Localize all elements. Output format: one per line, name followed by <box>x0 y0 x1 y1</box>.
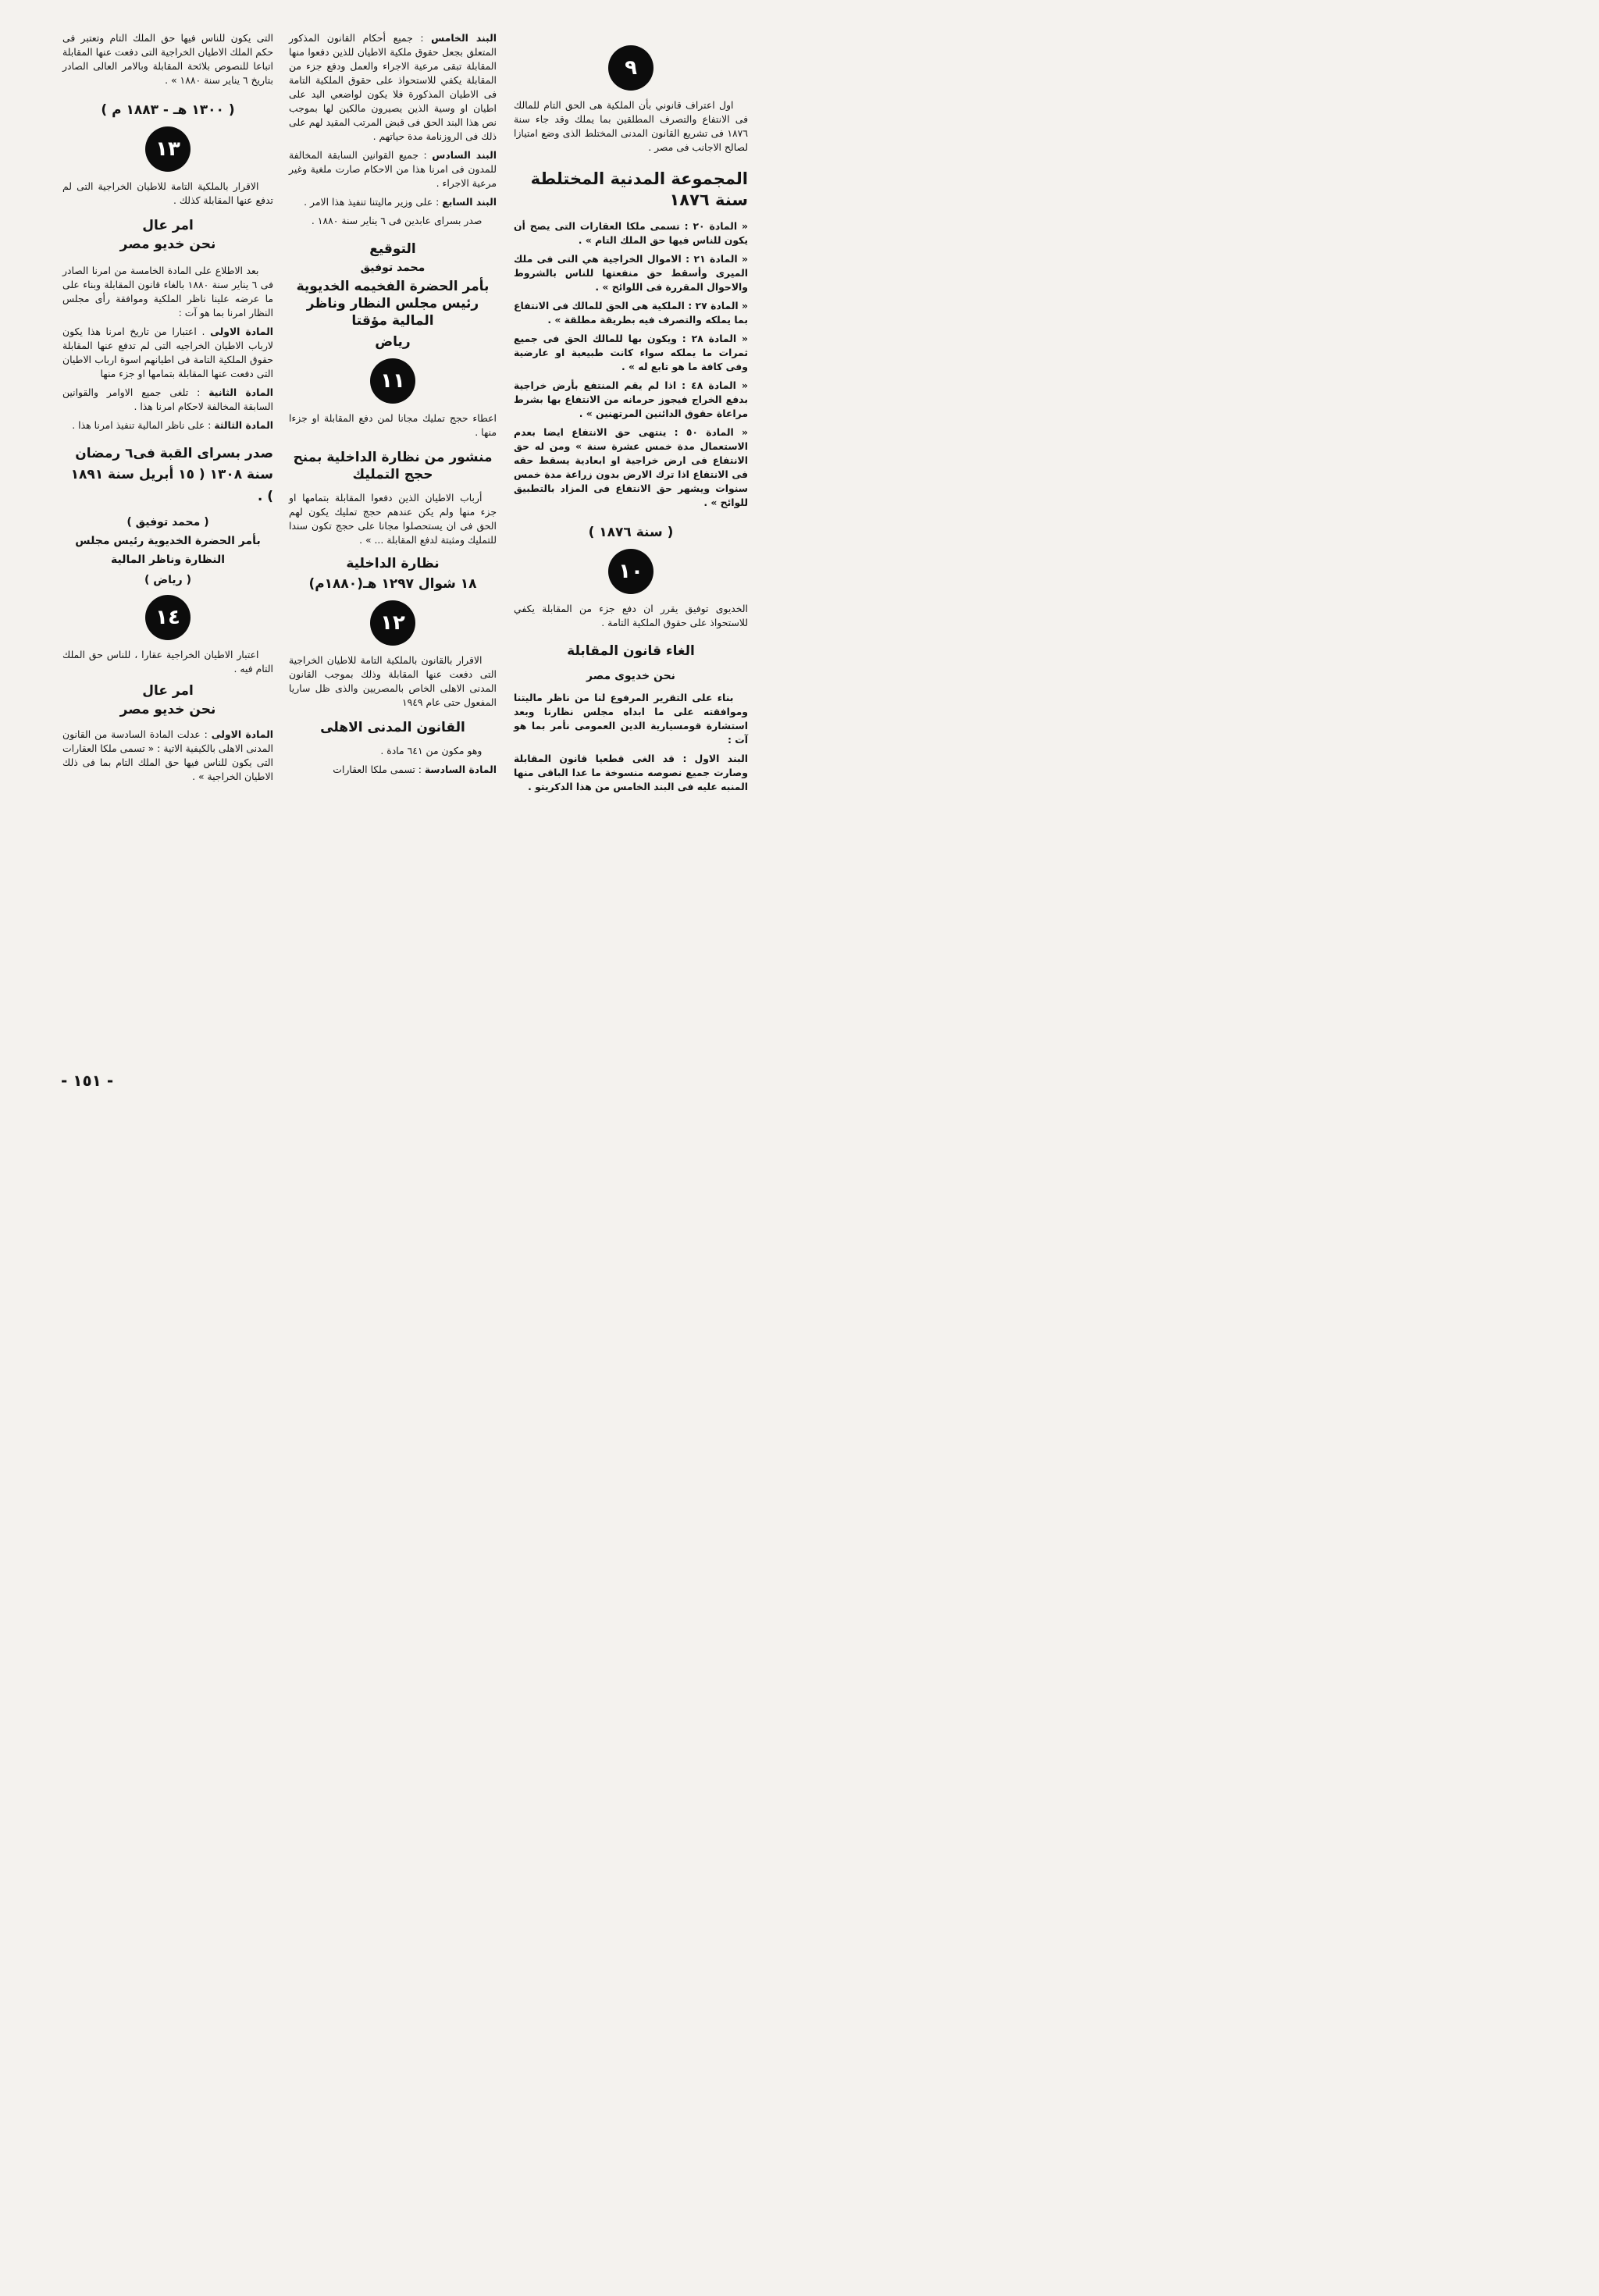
art2-label: المادة الثانية <box>208 386 273 399</box>
item7-label: البند السابع <box>442 196 497 208</box>
section-12-note: الاقرار بالقانون بالملكية التامة للاطيان الخراجية التى دفعت عنها المقابلة وذلك بموجب القانون المدنى الاهلى الخاص بالمصريين والذى ظل ساريا المفعول حتى عام ١٩٤٩ <box>289 654 497 709</box>
art6-label: المادة السادسة <box>424 764 497 776</box>
first-item-text: : قد الغى قطعيا قانون المقابلة وصارت جميع نصوصه منسوخة ما عدا الباقى منها المنبه عليه فى البند الخامس من هذا الدكريتو . <box>514 752 748 792</box>
signature-name: محمد توفيق <box>360 262 426 275</box>
article-count: وهو مكون من ٦٤١ مادة . <box>380 745 483 757</box>
decree-preamble: بناء على التقرير المرفوع لنا من ناظر ماليتنا وموافقته على ما ابداه مجلس نظارنا وبعد استشارة قومسيارية الدين العمومى نأمر بما هو آت : <box>514 691 748 746</box>
item5-text: : جميع أحكام القانون المذكور المتعلق بجعل حقوق ملكية الاطيان للذين دفعوا منها المقابلة تبقى مرعية الاجراء والعمل ودفع جزء من المقابلة يكفي للاستحواذ على حقوق الملكية التامة فى الاطيان المذكورة فلا يكون لواضعي اليد على اطيان او وسية الذين يصيرون مالكين لها بموجب نص هذا البند الحق فى قبض المرتب المقيد لهم على ذلك فى الروزنامة مدة حياتهم . <box>289 32 497 142</box>
article-50: « المادة ٥٠ : ينتهى حق الانتفاع ايضا بعدم الاستعمال مدة خمس عشرة سنة » ومن له حق الانتفاع فى ارض خراجية او ابعادية يسقط حقه فى الانتفاع اذا ترك الارض بدون زراعة مدة خمس سنوات ويشهر حق الانتفاع فى المزاد بالتطبيق للوائح » . <box>514 425 748 508</box>
art1-text: . اعتبارا من تاريخ امرنا هذا يكون لارباب الاطيان الخراجيه التى لم تدفع عنها المقابلة حقوق الملكية التامة فى اطيانهم اسوة ارباب الاطيان التى دفعت عنها المقابلة بتمامها او جزء منها <box>62 326 273 380</box>
art3-label: المادة الثالثة <box>214 419 273 432</box>
article-27: « المادة ٢٧ : الملكية هى الحق للمالك فى الانتفاع بما يملكه والتصرف فيه بطريقة مطلقة » . <box>514 299 748 326</box>
ministry-name: نظارة الداخلية <box>346 555 440 571</box>
khedive-note: الخديوى توفيق يقرر ان دفع جزء من المقابلة يكفي للاستحواذ على حقوق الملكية التامة . <box>514 602 748 628</box>
item5-label: البند الخامس <box>431 32 497 44</box>
decree-from: نحن خديوى مصر <box>586 669 675 682</box>
date-heading: ( ١٣٠٠ هـ - ١٨٨٣ م ) <box>101 102 235 118</box>
circular-heading: منشور من نظارة الداخلية بمنح حجج التمليك <box>293 449 493 482</box>
art2-text: : تلغى جميع الاوامر والقوانين السابقة المخالفة لاحكام امرنا هذا . <box>62 386 273 413</box>
section-number-9: ٩ <box>608 45 653 91</box>
section-number-11: ١١ <box>370 358 415 404</box>
article-48: « المادة ٤٨ : اذا لم يقم المنتفع بأرض خراجية بدفع الخراج فيجوز حرمانه من الانتفاع بها بشرط مراعاة حقوق الدائنين المرتهنين » . <box>514 379 748 419</box>
art6-text: : تسمى ملكا العقارات <box>333 764 422 776</box>
issued-heading: صدر بسراى القبة فى٦ رمضان سنة ١٣٠٨ ( ١٥ أبريل سنة ١٨٩١ ) . <box>70 446 273 504</box>
order-from: نحن خديو مصر <box>119 237 216 253</box>
order-title-2: امر عال <box>142 682 194 699</box>
art1-label: المادة الاولى <box>210 326 273 338</box>
order-title: امر عال <box>142 218 194 234</box>
art1b-text: : عدلت المادة السادسة من القانون المدنى الاهلى بالكيفية الاتية : « تسمى ملكا العقارات التى يكون للناس فيها حق الملك التام بما فى ذلك الاطيان الخراجية » . <box>62 728 273 782</box>
signature-name-2: ( محمد توفيق ) <box>126 515 209 529</box>
signature-title: التوقيع <box>369 241 416 257</box>
section-number-13: ١٣ <box>145 126 191 172</box>
signature-riyad: رياض <box>375 333 411 350</box>
repeal-heading: الغاء قانون المقابلة <box>567 643 695 659</box>
signature-order-2: بأمر الحضرة الخديوية رئيس مجلس النظارة وناظر المالية <box>75 535 261 566</box>
column-right <box>514 31 748 799</box>
column-left <box>62 31 273 788</box>
section-13-note: الاقرار بالملكية التامة للاطيان الخراجية التى لم تدفع عنها المقابلة كذلك . <box>62 180 273 207</box>
section-heading: المجموعة المدنية المختلطة سنة ١٨٧٦ <box>530 169 748 210</box>
column-middle <box>289 31 497 781</box>
intro-paragraph: اول اعتراف قانوني بأن الملكية هى الحق التام للمالك فى الانتفاع والتصرف المطلقين بما يملك وقد جاء سنة ١٨٧٦ فى تشريع القانون المدنى المختلط الذى وضع امتيازا لصالح الاجانب فى مصر . <box>514 99 748 153</box>
article-28: « المادة ٢٨ : ويكون بها للمالك الحق فى جميع ثمرات ما يملكه سواء كانت طبيعية او عارضية وفى كافة ما هو تابع له » . <box>514 332 748 372</box>
section-14-note: اعتبار الاطيان الخراجية عقارا ، للناس حق الملك التام فيه . <box>62 648 273 675</box>
article-21: « المادة ٢١ : الاموال الخراجية هي التى فى ملك الميرى وأسقط حق منفعتها للناس بالشروط والاحوال المقررة فى اللوائح » . <box>514 252 748 293</box>
first-item-label: البند الاول <box>694 752 748 764</box>
issued-line: صدر بسراى عابدين فى ٦ يناير سنة ١٨٨٠ . <box>311 215 483 226</box>
art1b-label: المادة الاولى <box>211 728 273 740</box>
order-from-2: نحن خديو مصر <box>119 701 216 717</box>
section-number-12: ١٢ <box>370 600 415 646</box>
section-number-10: ١٠ <box>608 549 653 594</box>
item6-text: : جميع القوانين السابقة المخالفة للمدون فى امرنا هذا من الاحكام صارت ملغية وغير مرعية الاجراء . <box>289 149 497 189</box>
civil-law-heading: القانون المدنى الاهلى <box>320 720 465 736</box>
continuation-text: التى يكون للناس فيها حق الملك التام وتعتبر فى حكم الملك الاطيان الخراجية التى دفعت عنها المقابلة اتباعا للنصوص بلائحة المقابلة وبالامر العالى الصادر بتاريخ ٦ يناير سنة ١٨٨٠ » . <box>62 32 273 86</box>
section-number-14: ١٤ <box>145 595 191 640</box>
ministry-date: ١٨ شوال ١٢٩٧ هـ(١٨٨٠م) <box>308 575 477 592</box>
article-20: « المادة ٢٠ : تسمى ملكا العقارات التى يصح أن يكون للناس فيها حق الملك التام » . <box>514 219 748 246</box>
item7-text: : على وزير ماليتنا تنفيذ هذا الامر . <box>304 196 440 208</box>
art3-text: : على ناظر المالية تنفيذ امرنا هذا . <box>72 419 212 432</box>
order-preamble: بعد الاطلاع على المادة الخامسة من امرنا الصادر فى ٦ يناير سنة ١٨٨٠ بالغاء قانون المقابلة وبناء على ما عرضه علينا ناظر الملكية وموافقة رأى مجلس النظار امرنا بما هو آت : <box>62 265 273 319</box>
year-heading: ( سنة ١٨٧٦ ) <box>588 524 674 540</box>
section-11-note: اعطاء حجج تمليك مجانا لمن دفع المقابلة او جزءا منها . <box>289 411 497 438</box>
item6-label: البند السادس <box>432 149 497 161</box>
signature-order: بأمر الحضرة الفخيمه الخديوية رئيس مجلس النظار وناظر المالية مؤقتا <box>296 279 490 329</box>
document-page <box>0 0 800 1148</box>
circular-text: أرباب الاطيان الذين دفعوا المقابلة بتمامها او جزء منها ولم يكن عندهم حجج تمليك يكون لهم الحق فى ان يستحصلوا مجانا على حجج تكون سندا للتمليك ومثبتة لدفع المقابلة ... » . <box>289 491 497 546</box>
signature-riyad-2: ( رياض ) <box>144 573 191 586</box>
page-number: - ١٥١ - <box>61 1071 114 1090</box>
